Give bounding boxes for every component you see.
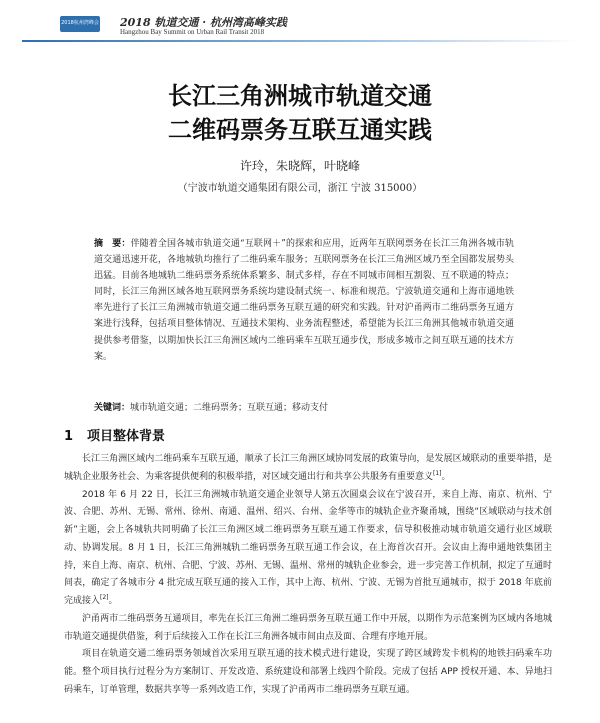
paragraph-1-text: 长江三角洲区域内二维码乘车互联互通，顺承了长江三角洲区域协同发展的政策导向，是发展区域联动的重要举措，是城轨企业服务社会、为乘客提供便利的积极举措，对区域交通出行和共享公共服务有重要意义 <box>64 454 552 482</box>
paragraph-3: 沪甬两市二维码票务互通项目，率先在长江三角洲二维码票务互联互通工作中开展，以期作为示范案例为区域内各地城市轨道交通提供借鉴，利于后续接入工作在长江三角洲各城市间由点及面、合理有序地开展。 <box>64 613 552 642</box>
conference-logo <box>60 16 100 32</box>
paragraph-1 <box>64 451 552 487</box>
abstract <box>94 236 514 365</box>
paragraph-1-end: 。 <box>441 471 451 482</box>
citation-2: [2] <box>100 594 109 601</box>
paragraph-2-end: 。 <box>108 596 118 606</box>
abstract-text: 伴随着全国各城市轨道交通“互联网＋”的探索和应用，近两年互联网票务在长江三角洲各城市轨道交通迅速开花，各地城轨均推行了二维码乘车服务；互联网票务在长江三角洲区域乃至全国都发展势头迅猛。目前各地城轨二维码票务系统体系繁多、制式多样，存在不同城市间相互割裂、互不联通的特点；同时，长江三角洲区域各地互联网票务系统均建设制式统一、标准和规范。宁波轨道交通和上海市通地铁率先进行了长江三角洲城市轨道交通二维码票务互联互通的研究和实践。针对沪甬两市二维码票务互通方案进行浅释，包括项目整体情况、互通技术架构、业务流程整述，希望能为长江三角洲其他城市轨道交通提供参考借鉴，以期加快长江三角洲区域内二维码乘车互联互通步伐，形成多城市之间互联互通的技术方案。 <box>94 239 514 362</box>
authors: 许玲，朱晓辉，叶晓峰 <box>239 159 360 173</box>
section-heading <box>64 425 165 444</box>
conference-title-en: Hangzhou Bay Summit on Urban Rail Transit 2018 <box>120 28 265 36</box>
paragraph-2-text: 2018 年 6 月 22 日，长江三角洲城市轨道交通企业领导人第五次圆桌会议在宁波召开，来自上海、南京、杭州、宁波、合肥、苏州、无锡、常州、徐州、南通、温州、绍兴、台州、金华等市的城轨企业齐聚甬城，围绕“区域联动与技术创新”主题，会上各城轨共同明确了长江三角洲区域二维码票务互联互通工作要求，信导积极推动城市轨道交通行业区域联动、协调发展。8 月 1 日，长江三角洲城轨二维码票务互联互通工作会议，在上海首次召开。会议由上海申通地铁集团主持，来自上海、南京、杭州、合肥、宁波、苏州、无锡、温州、常州的城轨企业参会，进一步完善工作机制，拟定了互通时间表，确定了各城市分 4 批完成互联互通的接入工作，其中上海、杭州、宁波、无锡为首批互通城市，拟于 2018 年底前完成接入 <box>64 489 552 606</box>
paper-title-line1: 长江三角洲城市轨道交通 <box>168 82 432 110</box>
conference-header <box>22 4 578 38</box>
keywords <box>94 400 514 413</box>
affiliation: （宁波市轨道交通集团有限公司，浙江 宁波 315000） <box>177 183 423 194</box>
paper-title-line2: 二维码票务互联互通实践 <box>168 116 432 144</box>
logo-text: 2018杭州湾峰会 <box>61 20 99 26</box>
keywords-label: 关键词： <box>94 403 131 413</box>
section-title: 项目整体背景 <box>87 429 166 444</box>
keywords-text: 城市轨道交通；二维码票务；互联互通；移动支付 <box>130 403 329 413</box>
header-divider <box>22 40 578 42</box>
citation-1: [1] <box>433 469 442 477</box>
abstract-label: 摘 要： <box>94 239 131 249</box>
paragraph-2 <box>64 487 552 611</box>
body-text <box>64 451 552 700</box>
conference-title-cn: 2018 轨道交通 · 杭州湾高峰实践 <box>120 16 287 29</box>
paragraph-4: 项目在轨道交通二维码票务领域首次采用互联互通的技术模式进行建设，实现了跨区域跨发卡机构的地铁扫码乘车功能。整个项目执行过程分为方案制订、开发改造、系统建设和部署上线四个阶段。完成了包括 APP 授权开通、本、异地扫码乘车，订单管理，数据共享等一系列改造工作，实现了沪甬两市二维码票务互联互通。 <box>64 649 552 695</box>
section-number: 1 <box>64 429 74 444</box>
